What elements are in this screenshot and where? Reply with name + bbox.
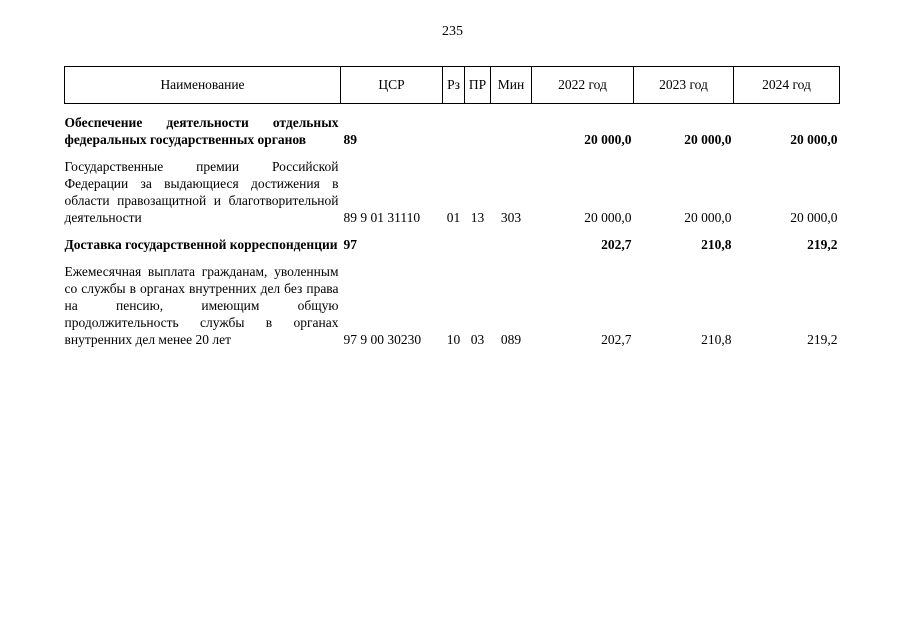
row-name: Обеспечение деятельности отдельных федеральных государственных органов — [64, 115, 339, 147]
row-2024: 20 000,0 — [790, 132, 838, 147]
row-pr — [465, 114, 491, 148]
row-2024: 219,2 — [807, 332, 838, 347]
row-rz: 10 — [446, 332, 461, 347]
row-2022: 20 000,0 — [584, 132, 632, 147]
row-min: 303 — [500, 210, 522, 225]
header-pr: ПР — [465, 67, 491, 104]
page-number: 235 — [442, 24, 463, 39]
header-min: Мин — [491, 67, 532, 104]
row-pr: 03 — [470, 332, 485, 347]
header-2022: 2022 год — [532, 67, 634, 104]
row-2022: 20 000,0 — [584, 210, 632, 225]
row-csr: 89 — [343, 132, 357, 147]
table-header-row — [65, 67, 840, 104]
row-pr — [465, 236, 491, 253]
table-row — [65, 158, 840, 226]
row-csr: 97 — [343, 237, 357, 252]
table-row — [65, 114, 840, 148]
row-2022: 202,7 — [601, 332, 632, 347]
row-name: Доставка государственной корреспонденции — [64, 237, 338, 252]
row-2023: 20 000,0 — [684, 210, 732, 225]
row-rz — [443, 236, 465, 253]
row-2023: 20 000,0 — [684, 132, 732, 147]
header-2023: 2023 год — [634, 67, 734, 104]
row-csr: 89 9 01 31110 — [343, 210, 421, 225]
table-row — [65, 236, 840, 253]
row-csr: 97 9 00 30230 — [343, 332, 422, 347]
row-min — [491, 114, 532, 148]
row-rz — [443, 114, 465, 148]
row-2024: 20 000,0 — [790, 210, 838, 225]
header-rz: Рз — [443, 67, 465, 104]
row-2023: 210,8 — [701, 237, 732, 252]
table-row — [65, 263, 840, 348]
row-rz: 01 — [446, 210, 461, 225]
row-name: Государственные премии Российской Федерации за выдающиеся достижения в области правозащитной и благотворительной деятельности — [64, 159, 339, 225]
header-csr: ЦСР — [341, 67, 443, 104]
row-name: Ежемесячная выплата гражданам, уволенным со службы в органах внутренних дел без права на пенсию, имеющим общую продолжительность службы в органах внутренних дел менее 20 лет — [64, 264, 339, 347]
budget-table — [64, 66, 840, 348]
row-2022: 202,7 — [601, 237, 632, 252]
header-name: Наименование — [65, 67, 341, 104]
row-min: 089 — [500, 332, 522, 347]
row-min — [491, 236, 532, 253]
header-2024: 2024 год — [734, 67, 840, 104]
row-2024: 219,2 — [807, 237, 838, 252]
row-pr: 13 — [470, 210, 485, 225]
row-2023: 210,8 — [701, 332, 732, 347]
